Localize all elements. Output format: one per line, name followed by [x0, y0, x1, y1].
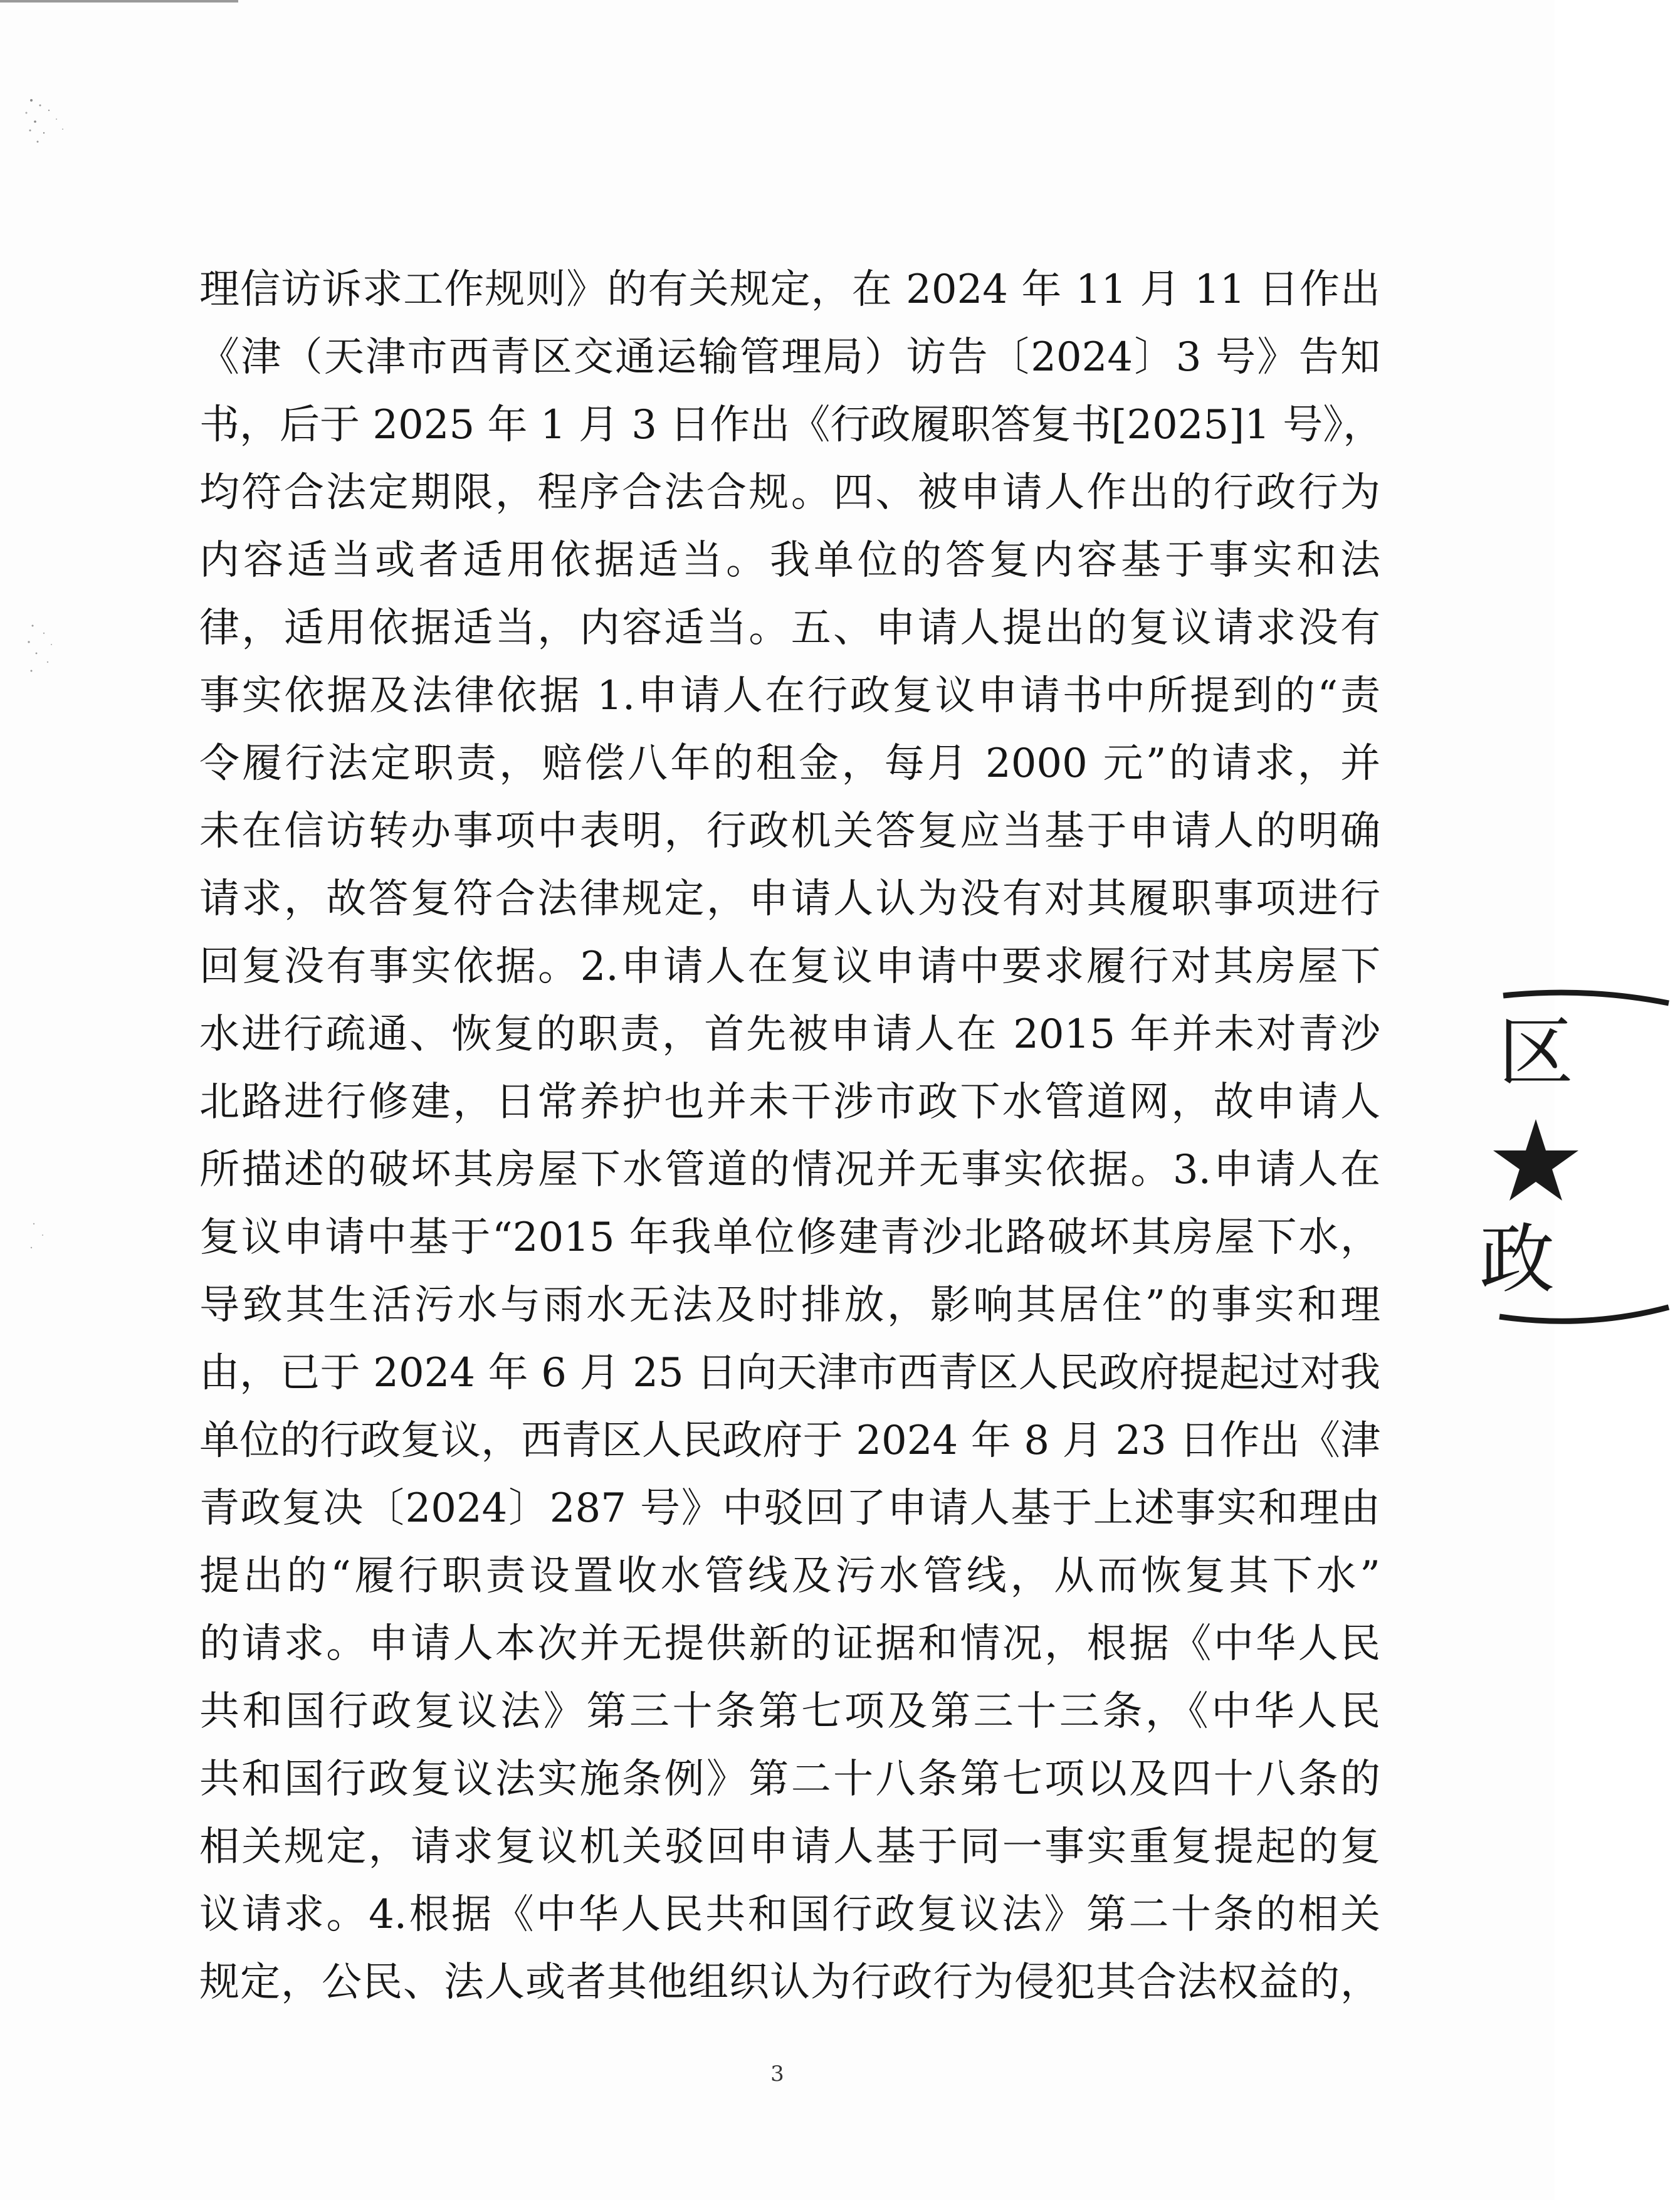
text-line: 理信访诉求工作规则》的有关规定，在 2024 年 11 月 11 日作出: [199, 266, 1380, 313]
text-line: 的请求。申请人本次并无提供新的证据和情况，根据《中华人民: [199, 1621, 1380, 1667]
text-line: 单位的行政复议，西青区人民政府于 2024 年 8 月 23 日作出《津: [199, 1418, 1380, 1464]
seal-char-top: 区: [1498, 1009, 1573, 1097]
text-line: 《津（天津市西青区交通运输管理局）访告〔2024〕3 号》告知: [199, 334, 1380, 381]
scan-noise-middle: [19, 621, 94, 677]
text-line: 书，后于 2025 年 1 月 3 日作出《行政履职答复书[2025]1 号》，: [199, 402, 1383, 448]
scan-noise-lower: [19, 1216, 94, 1273]
scan-noise-top: [19, 94, 94, 150]
document-body: [199, 256, 1383, 2016]
text-line: 共和国行政复议法实施条例》第二十八条第七项以及四十八条的: [199, 1756, 1380, 1803]
text-line: 请求，故答复符合法律规定，申请人认为没有对其履职事项进行: [199, 876, 1380, 922]
text-line: 共和国行政复议法》第三十条第七项及第三十三条，《中华人民: [199, 1688, 1380, 1735]
text-line: 相关规定，请求复议机关驳回申请人基于同一事实重复提起的复: [199, 1824, 1380, 1870]
page-number: 3: [770, 2061, 784, 2087]
text-line: 令履行法定职责，赔偿八年的租金，每月 2000 元”的请求，并: [199, 740, 1380, 787]
text-line: 由，已于 2024 年 6 月 25 日向天津市西青区人民政府提起过对我: [199, 1350, 1380, 1396]
text-line: 规定，公民、法人或者其他组织认为行政行为侵犯其合法权益的，: [199, 1959, 1380, 2006]
text-line: 提出的“履行职责设置收水管线及污水管线，从而恢复其下水”: [199, 1553, 1380, 1599]
text-line: 导致其生活污水与雨水无法及时排放，影响其居住”的事实和理: [199, 1282, 1380, 1329]
text-line: 回复没有事实依据。2.申请人在复议申请中要求履行对其房屋下: [199, 944, 1380, 990]
seal-star-icon: [1493, 1119, 1578, 1201]
text-line: 均符合法定期限，程序合法合规。四、被申请人作出的行政行为: [199, 470, 1380, 516]
text-line: 律，适用依据适当，内容适当。五、申请人提出的复议请求没有: [199, 605, 1380, 651]
seal-graphic: [1479, 991, 1680, 1329]
text-line: 青政复决〔2024〕287 号》中驳回了申请人基于上述事实和理由: [199, 1485, 1380, 1532]
text-line: 所描述的破坏其房屋下水管道的情况并无事实依据。3.申请人在: [199, 1147, 1380, 1193]
text-line: 议请求。4.根据《中华人民共和国行政复议法》第二十条的相关: [199, 1892, 1380, 1938]
scan-edge-line: [0, 0, 238, 3]
text-line: 北路进行修建，日常养护也并未干涉市政下水管道网，故申请人: [199, 1079, 1380, 1125]
official-seal-fragment: [1479, 991, 1573, 1329]
text-line: 未在信访转办事项中表明，行政机关答复应当基于申请人的明确: [199, 808, 1380, 855]
seal-char-bottom: 政: [1479, 1216, 1555, 1303]
text-line: 内容适当或者适用依据适当。我单位的答复内容基于事实和法: [199, 537, 1380, 584]
text-line: 事实依据及法律依据 1.申请人在行政复议申请书中所提到的“责: [199, 673, 1380, 719]
text-line: 水进行疏通、恢复的职责，首先被申请人在 2015 年并未对青沙: [199, 1011, 1380, 1058]
text-line: 复议申请中基于“2015 年我单位修建青沙北路破坏其房屋下水，: [199, 1214, 1380, 1261]
